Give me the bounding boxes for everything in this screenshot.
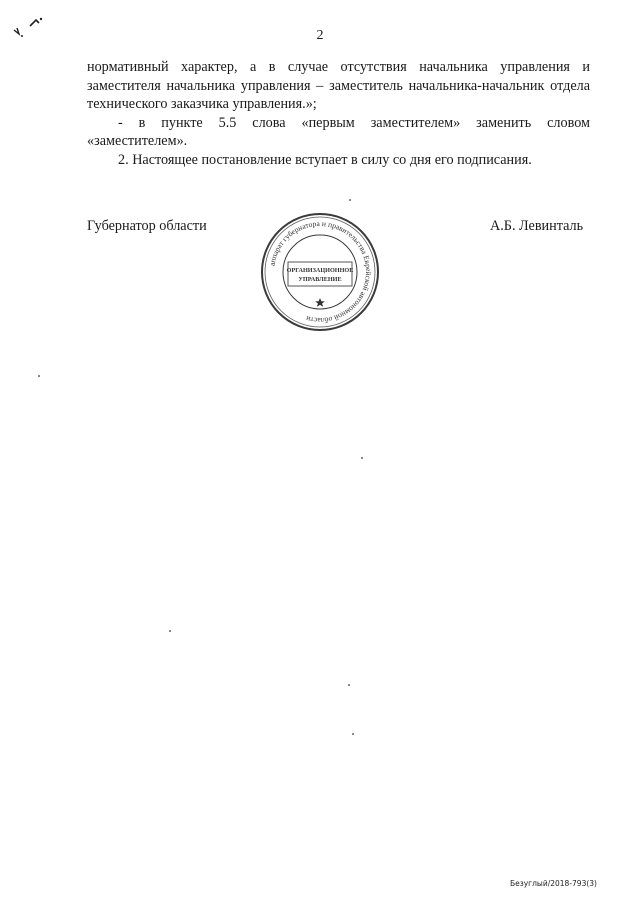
scan-speck bbox=[348, 684, 350, 686]
paragraph-continuation: нормативный характер, а в случае отсутствия начальника управления и заместителя начальника управления – заместитель начальника-начальник отдела технического заказчика управления.»; bbox=[87, 59, 590, 112]
signatory-name: А.Б. Левинталь bbox=[490, 218, 584, 234]
official-seal bbox=[258, 210, 382, 334]
scan-speck bbox=[361, 457, 363, 459]
seal-center-line-2: УПРАВЛЕНИЕ bbox=[298, 276, 342, 283]
signatory-position: Губернатор области bbox=[87, 218, 207, 234]
seal-center-line-1: ОРГАНИЗАЦИОННОЕ bbox=[286, 267, 354, 274]
seal-ring-text: аппарат губернатора и правительства Еврейской автономной области bbox=[267, 218, 374, 326]
document-body bbox=[87, 58, 590, 169]
paragraph-amendment: - в пункте 5.5 слова «первым заместителем» заменить словом «заместителем». bbox=[87, 114, 590, 149]
seal-star-icon bbox=[315, 298, 325, 307]
scan-speck bbox=[169, 630, 171, 632]
scan-speck bbox=[349, 199, 351, 201]
page-number: 2 bbox=[316, 28, 324, 43]
document-id: Безуглый/2018-793(3) bbox=[510, 879, 597, 888]
scan-speck bbox=[38, 375, 40, 377]
paragraph-effective-date: 2. Настоящее постановление вступает в силу со дня его подписания. bbox=[118, 151, 532, 168]
scan-speck bbox=[352, 733, 354, 735]
